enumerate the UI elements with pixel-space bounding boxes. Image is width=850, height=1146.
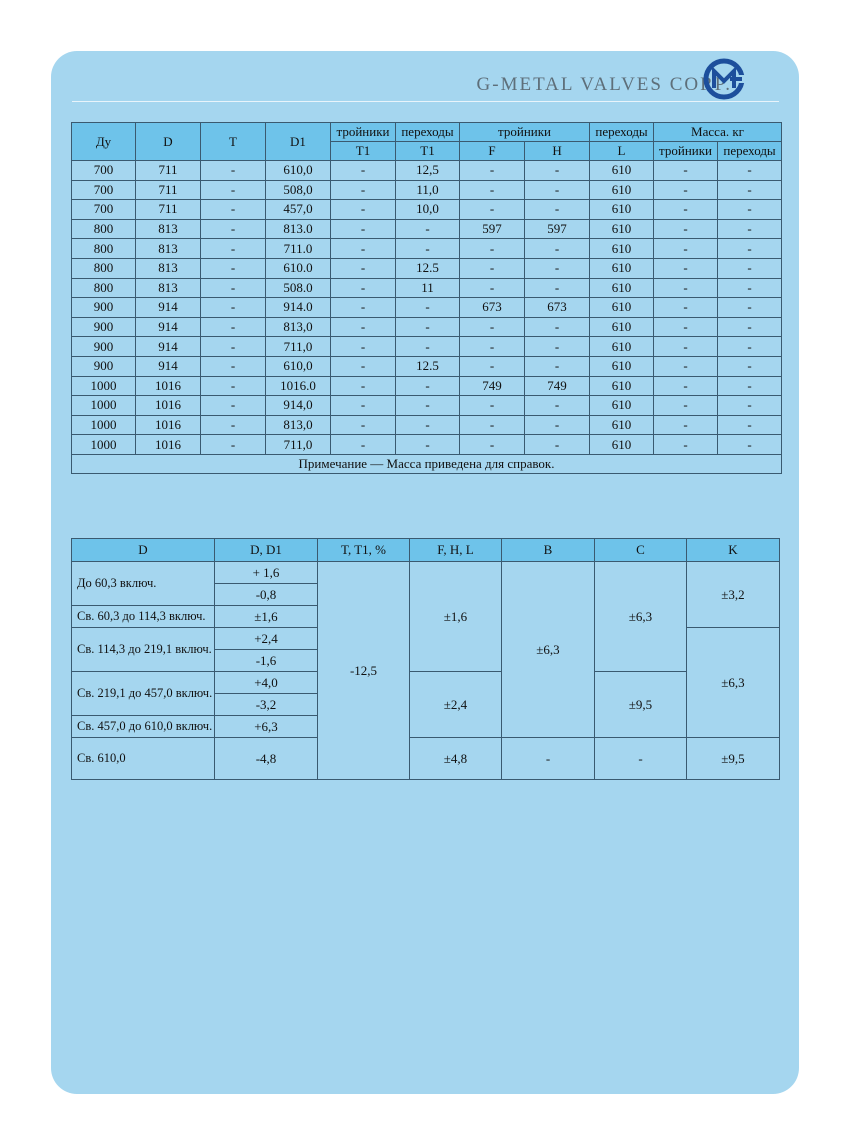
table-cell: 813	[136, 278, 201, 298]
table-cell: -	[718, 200, 782, 220]
table-cell: 1000	[72, 415, 136, 435]
table-cell: -	[525, 200, 590, 220]
col-header-mass: Масса. кг	[654, 123, 782, 142]
table-cell: -	[525, 396, 590, 416]
table-cell: 610	[590, 356, 654, 376]
table-cell: 900	[72, 337, 136, 357]
table-cell: 610,0	[266, 161, 331, 181]
table-cell: 1016.0	[266, 376, 331, 396]
table-cell: 610	[590, 258, 654, 278]
table-cell: 749	[525, 376, 590, 396]
table-cell: 813	[136, 219, 201, 239]
table-cell: -	[525, 278, 590, 298]
table-cell: -	[525, 180, 590, 200]
table-cell: 457,0	[266, 200, 331, 220]
table-cell: -	[718, 376, 782, 396]
col-header-mass-reducers: переходы	[718, 142, 782, 161]
table-row	[72, 200, 782, 220]
table-cell: 610	[590, 376, 654, 396]
table-cell: -	[396, 376, 460, 396]
table-cell: 610	[590, 180, 654, 200]
table-cell: -	[654, 298, 718, 318]
tol-dd1-cell: +4,0	[215, 672, 318, 694]
table-cell: -	[331, 258, 396, 278]
table-cell: -	[718, 258, 782, 278]
table-cell: -	[718, 317, 782, 337]
table-row	[72, 180, 782, 200]
table-row	[72, 298, 782, 318]
table-cell: 711	[136, 161, 201, 181]
table-cell: -	[718, 278, 782, 298]
table-cell: -	[396, 239, 460, 259]
table-cell: 1000	[72, 435, 136, 455]
table-cell: -	[331, 376, 396, 396]
table-cell: 914,0	[266, 396, 331, 416]
table-cell: -	[201, 239, 266, 259]
table-cell: -	[331, 180, 396, 200]
table-row	[72, 278, 782, 298]
table-cell: 900	[72, 298, 136, 318]
table-note: Примечание — Масса приведена для справок.	[72, 454, 782, 473]
tol-header-d: D	[72, 539, 215, 562]
table-row	[72, 435, 782, 455]
table-cell: 1016	[136, 376, 201, 396]
table-cell: -	[331, 396, 396, 416]
table-cell: -	[718, 415, 782, 435]
tol-fhl-cell: ±4,8	[410, 738, 502, 780]
table-cell: -	[201, 356, 266, 376]
table-cell: -	[654, 219, 718, 239]
tol-c-cell: ±9,5	[595, 672, 687, 738]
tol-header-dd1: D, D1	[215, 539, 318, 562]
table-cell: 914	[136, 337, 201, 357]
table-cell: -	[718, 337, 782, 357]
table-cell: 914	[136, 317, 201, 337]
table-cell: 813,0	[266, 415, 331, 435]
table-cell: -	[396, 435, 460, 455]
table-cell: -	[654, 239, 718, 259]
table-cell: -	[718, 435, 782, 455]
table-cell: 673	[460, 298, 525, 318]
table-cell: -	[525, 258, 590, 278]
col-header-t1-reducers: T1	[396, 142, 460, 161]
table-row	[72, 258, 782, 278]
table-cell: -	[201, 278, 266, 298]
table-cell: -	[654, 180, 718, 200]
tol-dd1-cell: -3,2	[215, 694, 318, 716]
table-cell: -	[331, 337, 396, 357]
table-cell: 508.0	[266, 278, 331, 298]
col-header-t1-tees: T1	[331, 142, 396, 161]
table-cell: -	[460, 356, 525, 376]
table-cell: -	[654, 415, 718, 435]
table-cell: -	[201, 415, 266, 435]
table-cell: -	[654, 337, 718, 357]
table-cell: -	[525, 356, 590, 376]
table-cell: -	[460, 435, 525, 455]
table-cell: -	[396, 317, 460, 337]
tol-header-fhl: F, H, L	[410, 539, 502, 562]
table-cell: -	[654, 396, 718, 416]
tol-k-cell: ±6,3	[687, 628, 780, 738]
table-cell: 813	[136, 239, 201, 259]
table-cell: 610.0	[266, 258, 331, 278]
table-cell: -	[525, 317, 590, 337]
table-cell: 597	[460, 219, 525, 239]
table-cell: 800	[72, 239, 136, 259]
table-cell: 610	[590, 239, 654, 259]
table-cell: 749	[460, 376, 525, 396]
table-cell: -	[331, 239, 396, 259]
table-cell: -	[654, 278, 718, 298]
tol-header-b: B	[502, 539, 595, 562]
table-cell: -	[460, 415, 525, 435]
col-header-f: F	[460, 142, 525, 161]
tol-row-label: Св. 219,1 до 457,0 включ.	[72, 672, 215, 716]
table-cell: -	[718, 298, 782, 318]
table-cell: 1000	[72, 376, 136, 396]
col-header-mass-tees: тройники	[654, 142, 718, 161]
table-cell: -	[201, 161, 266, 181]
tol-row-label: Св. 60,3 до 114,3 включ.	[72, 606, 215, 628]
table-cell: 711	[136, 180, 201, 200]
table-cell: 711.0	[266, 239, 331, 259]
table-cell: -	[654, 161, 718, 181]
col-header-tees-group: тройники	[460, 123, 590, 142]
table-cell: -	[201, 258, 266, 278]
tol-b-cell: ±6,3	[502, 562, 595, 738]
table-cell: 813.0	[266, 219, 331, 239]
table-cell: -	[201, 200, 266, 220]
table-cell: 11,0	[396, 180, 460, 200]
table-cell: 597	[525, 219, 590, 239]
table-cell: -	[331, 161, 396, 181]
table-row	[72, 219, 782, 239]
table-cell: -	[331, 278, 396, 298]
table-cell: -	[331, 415, 396, 435]
table-cell: 610,0	[266, 356, 331, 376]
table-cell: 800	[72, 219, 136, 239]
table-cell: 11	[396, 278, 460, 298]
table-cell: -	[201, 219, 266, 239]
table-cell: -	[201, 180, 266, 200]
table-cell: 813	[136, 258, 201, 278]
col-header-d1: D1	[266, 123, 331, 161]
table-cell: -	[654, 258, 718, 278]
col-header-d: D	[136, 123, 201, 161]
table-cell: -	[718, 239, 782, 259]
table-cell: -	[396, 298, 460, 318]
tol-dd1-cell: + 1,6	[215, 562, 318, 584]
col-header-t: T	[201, 123, 266, 161]
table-cell: -	[396, 219, 460, 239]
table-cell: -	[525, 415, 590, 435]
table-cell: -	[718, 180, 782, 200]
col-header-l: L	[590, 142, 654, 161]
table-row	[72, 376, 782, 396]
table-cell: -	[718, 396, 782, 416]
table-cell: 12,5	[396, 161, 460, 181]
table-cell: -	[654, 435, 718, 455]
tol-header-t: T, T1, %	[318, 539, 410, 562]
table-cell: 700	[72, 161, 136, 181]
company-name: G-METAL VALVES CORP.	[476, 74, 732, 95]
tol-dd1-cell: -1,6	[215, 650, 318, 672]
table-cell: 508,0	[266, 180, 331, 200]
tol-dd1-cell: +6,3	[215, 716, 318, 738]
tol-c-cell: -	[595, 738, 687, 780]
table-cell: -	[201, 376, 266, 396]
table-cell: -	[525, 337, 590, 357]
table-cell: 700	[72, 180, 136, 200]
tol-c-cell: ±6,3	[595, 562, 687, 672]
table-cell: -	[396, 415, 460, 435]
table-cell: -	[460, 200, 525, 220]
tol-dd1-cell: ±1,6	[215, 606, 318, 628]
table-cell: 914	[136, 356, 201, 376]
table-cell: 610	[590, 298, 654, 318]
table-cell: 610	[590, 337, 654, 357]
table-cell: 711,0	[266, 337, 331, 357]
table-cell: 914.0	[266, 298, 331, 318]
company-logo	[702, 57, 746, 101]
col-header-du: Ду	[72, 123, 136, 161]
col-header-h: H	[525, 142, 590, 161]
tol-dd1-cell: -0,8	[215, 584, 318, 606]
table-row	[72, 239, 782, 259]
table-cell: 800	[72, 258, 136, 278]
dimensions-table	[71, 122, 782, 474]
table-cell: 12.5	[396, 356, 460, 376]
table-cell: -	[654, 376, 718, 396]
table-row	[72, 317, 782, 337]
table-cell: -	[331, 317, 396, 337]
table-cell: -	[718, 219, 782, 239]
table-cell: 900	[72, 356, 136, 376]
table-cell: 1000	[72, 396, 136, 416]
tolerance-table	[71, 538, 780, 780]
table-row	[72, 356, 782, 376]
table-cell: 610	[590, 161, 654, 181]
table-cell: 1016	[136, 435, 201, 455]
table-cell: -	[460, 239, 525, 259]
table-cell: 700	[72, 200, 136, 220]
table-cell: -	[201, 317, 266, 337]
table-cell: 610	[590, 435, 654, 455]
table-cell: -	[654, 200, 718, 220]
table-cell: -	[460, 396, 525, 416]
table-cell: -	[201, 396, 266, 416]
table-cell: -	[460, 278, 525, 298]
table-cell: -	[331, 435, 396, 455]
table-cell: 610	[590, 396, 654, 416]
table-cell: 813,0	[266, 317, 331, 337]
table-cell: -	[460, 161, 525, 181]
table-row	[72, 337, 782, 357]
table-cell: 610	[590, 415, 654, 435]
table-cell: -	[460, 317, 525, 337]
tol-header-k: K	[687, 539, 780, 562]
table-cell: -	[718, 161, 782, 181]
table-cell: -	[460, 258, 525, 278]
table-cell: -	[201, 337, 266, 357]
tol-fhl-cell: ±2,4	[410, 672, 502, 738]
table-cell: -	[331, 356, 396, 376]
table-cell: -	[201, 435, 266, 455]
tol-k-cell: ±9,5	[687, 738, 780, 780]
table-cell: -	[525, 435, 590, 455]
tol-fhl-cell: ±1,6	[410, 562, 502, 672]
table-cell: -	[331, 219, 396, 239]
tol-t-cell: -12,5	[318, 562, 410, 780]
table-cell: 900	[72, 317, 136, 337]
table-cell: 1016	[136, 396, 201, 416]
tol-b-cell: -	[502, 738, 595, 780]
tol-header-c: C	[595, 539, 687, 562]
table-cell: -	[525, 161, 590, 181]
table-cell: -	[718, 356, 782, 376]
tol-row-label: Св. 610,0	[72, 738, 215, 780]
col-header-reducers-l: переходы	[590, 123, 654, 142]
table-cell: -	[654, 317, 718, 337]
table-cell: 610	[590, 219, 654, 239]
table-row	[72, 415, 782, 435]
table-cell: -	[654, 356, 718, 376]
table-cell: 10,0	[396, 200, 460, 220]
tol-row-label: Св. 114,3 до 219,1 включ.	[72, 628, 215, 672]
table-cell: -	[460, 337, 525, 357]
col-header-reducers: переходы	[396, 123, 460, 142]
table-cell: -	[460, 180, 525, 200]
table-cell: 610	[590, 317, 654, 337]
table-cell: 1016	[136, 415, 201, 435]
header-rule	[72, 101, 779, 102]
table-cell: 12.5	[396, 258, 460, 278]
tol-row-label: Св. 457,0 до 610,0 включ.	[72, 716, 215, 738]
table-cell: -	[331, 200, 396, 220]
tol-dd1-cell: -4,8	[215, 738, 318, 780]
table-cell: -	[201, 298, 266, 318]
table-cell: -	[396, 337, 460, 357]
table-cell: 800	[72, 278, 136, 298]
table-cell: 711,0	[266, 435, 331, 455]
table-cell: -	[525, 239, 590, 259]
table-cell: 610	[590, 278, 654, 298]
table-cell: 711	[136, 200, 201, 220]
tol-k-cell: ±3,2	[687, 562, 780, 628]
table-cell: -	[331, 298, 396, 318]
tol-dd1-cell: +2,4	[215, 628, 318, 650]
table-cell: 914	[136, 298, 201, 318]
table-cell: 673	[525, 298, 590, 318]
table-row	[72, 396, 782, 416]
table-cell: -	[396, 396, 460, 416]
tol-row-label: До 60,3 включ.	[72, 562, 215, 606]
table-cell: 610	[590, 200, 654, 220]
table-row	[72, 161, 782, 181]
col-header-tees: тройники	[331, 123, 396, 142]
